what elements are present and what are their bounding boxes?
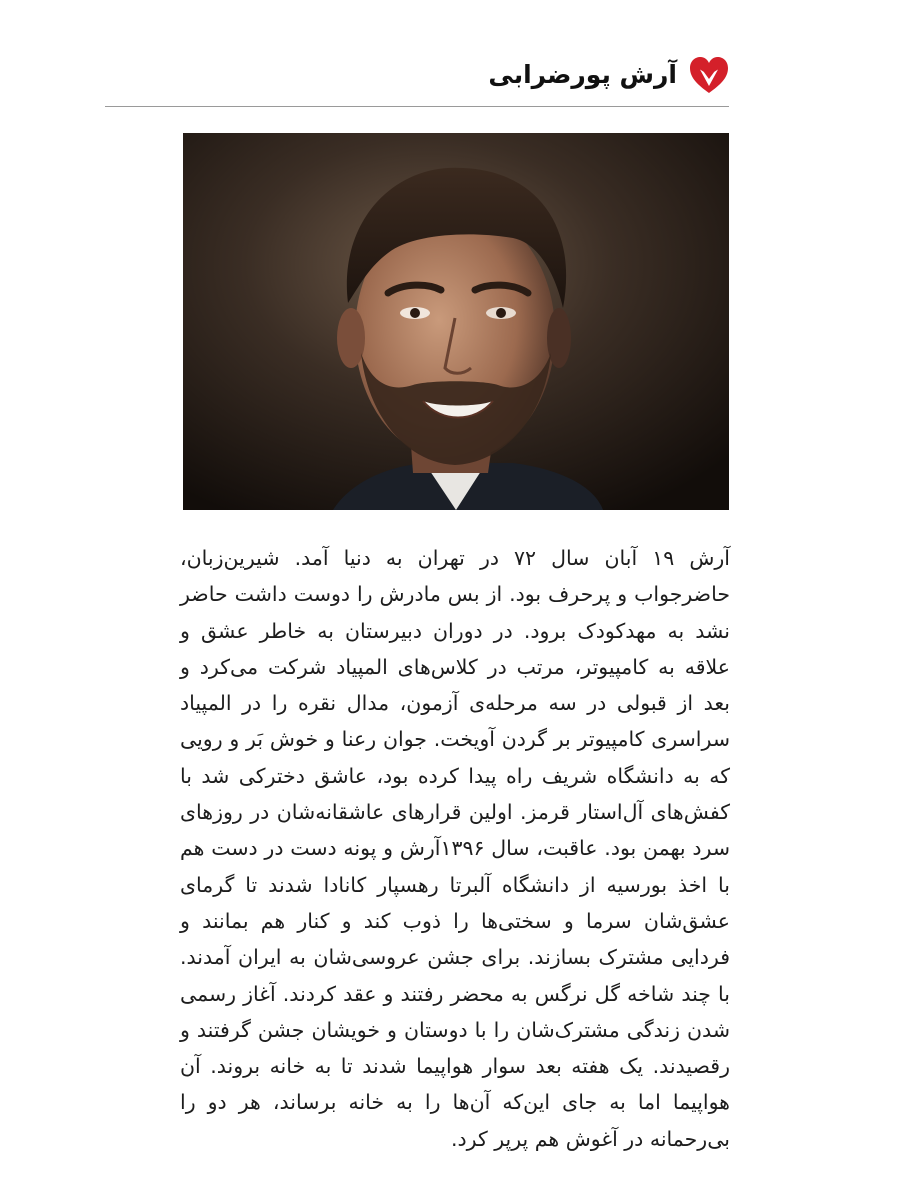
- article-paragraph: آرش ۱۹ آبان سال ۷۲ در تهران به دنیا آمد. شیرین‌زبان، حاضرجواب و پرحرف بود. از بس مادرش را دوست داشت حاضر نشد به مهدکودک برود. در دوران دبیرستان به خاطر عشق و علاقه به کامپیوتر، مرتب در کلاس‌های المپیاد شرکت می‌کرد و بعد از قبولی در سه مرحله‌ی آزمون، مدال نقره را در المپیاد سراسری کامپیوتر بر گردن آویخت. جوان رعنا و خوش بَر و رویی که به دانشگاه شریف راه پیدا کرده بود، عاشق دخترکی شد با کفش‌های آل‌استار قرمز. اولین قرارهای عاشقانه‌شان در روزهای سرد بهمن بود. عاقبت، سال ۱۳۹۶آرش و پونه دست در دست هم با اخذ بورسیه از دانشگاه آلبرتا رهسپار کانادا شدند تا گرمای عشق‌شان سرما و سختی‌ها را ذوب کند و کنار هم بمانند و فردایی مشترک بسازند. برای جشن عروسی‌شان به ایران آمدند. با چند شاخه گل نرگس به محضر رفتند و عقد کردند. آغاز رسمی شدن زندگی مشترک‌شان را با دوستان و خویشان جشن گرفتند و رقصیدند. یک هفته بعد سوار هواپیما شدند تا به خانه بروند. آن هواپیما اما به جای این‌که آن‌ها را به خانه برساند، هر دو را بی‌رحمانه در آغوش هم پرپر کرد.: [180, 546, 730, 1151]
- portrait-photo: [183, 133, 729, 510]
- page-header: [105, 52, 729, 107]
- article-body: [180, 540, 730, 1157]
- page-title: آرش پورضرابی: [488, 60, 677, 89]
- heart-icon: [689, 56, 729, 96]
